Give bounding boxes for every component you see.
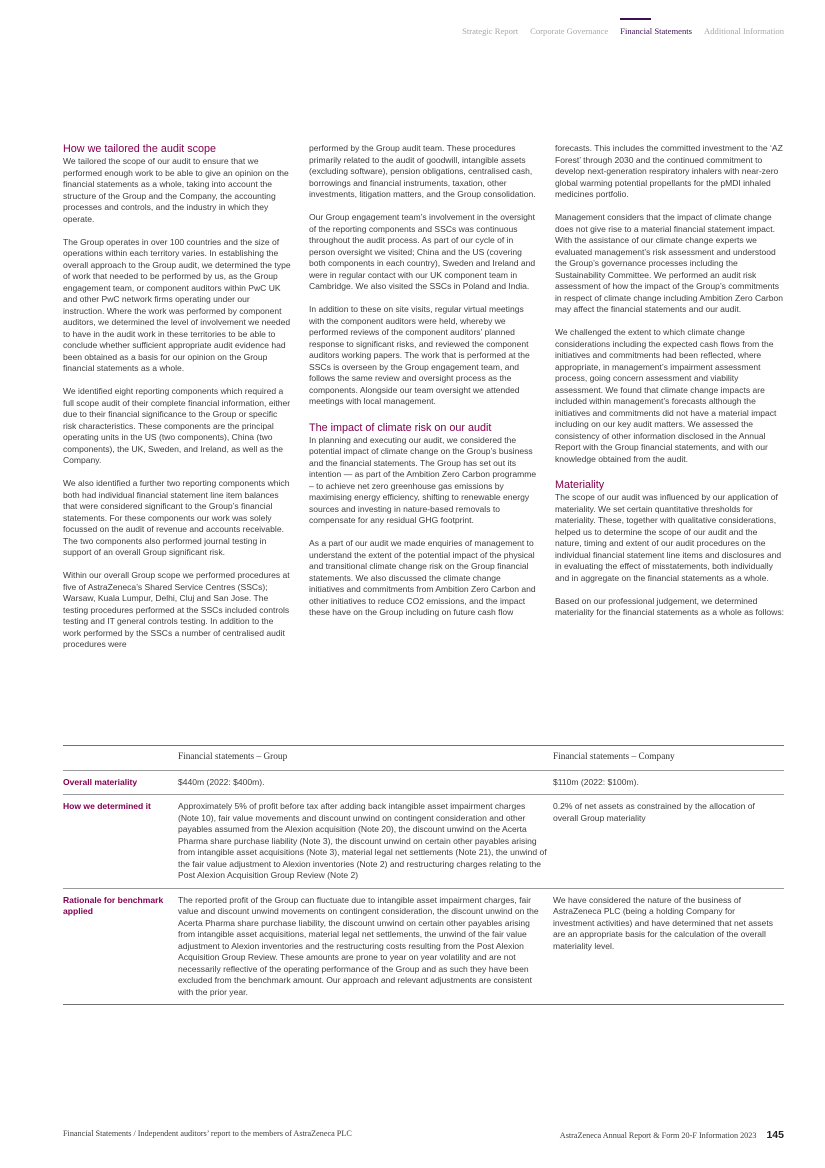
paragraph: Management considers that the impact of climate change does not give rise to a material financial statement impact. With the assistance of our climate change experts we evaluated management’s risk assessment and understood the Group’s governance processes including the Sustainability Committee. We performed an audit risk assessment of how the impact of the Group’s commitments in respect of climate change including Ambition Zero Carbon may affect the financial statements and our audit. bbox=[555, 212, 784, 314]
page-number: 145 bbox=[766, 1129, 784, 1141]
table-header-row bbox=[63, 746, 784, 771]
table-row bbox=[63, 888, 784, 1005]
table-cell: We have considered the nature of the business of AstraZeneca PLC (being a holding Company for investment activities) and have determined that net assets are an appropriate basis for the calculation of the overall materiality level. bbox=[553, 888, 784, 1005]
table-cell: $440m (2022: $400m). bbox=[178, 770, 553, 795]
column-3 bbox=[555, 143, 784, 651]
paragraph: We challenged the extent to which climate change considerations including the expected cash flows from the initiatives and commitments had been reflected, where appropriate, in management’s impairment assessment process, going concern assessment and viability assessment. We found that climate change impacts are included within management’s forecasts although the initiatives and commitments did not have a material impact including on our key audit matters. We assessed the consistency of other information disclosed in the Annual Report with the Group financial statements, and with our knowledge obtained from the audit. bbox=[555, 327, 777, 464]
paragraph: In addition to these on site visits, regular virtual meetings with the component auditors were held, whereby we performed reviews of the component auditors’ planned response to significant risks, and reviewed the component auditors working papers. The work that is performed at the SSCs is overseen by the Group engagement team, and follows the same review and oversight process as the components. Alongside our team oversight we attended meetings with local management. bbox=[309, 304, 530, 406]
column-1 bbox=[63, 143, 292, 651]
table-cell: The reported profit of the Group can fluctuate due to intangible asset impairment charges, fair value and discount unwind movements on contingent consideration, the discount unwind on the Acerta Pharma share purchase liability, the discount unwind on certain other payables arising from intangible asset acquisitions, material legal net settlements, the unwind of the fair value adjustment to Alexion inventories and the restructuring costs resulting from the Post Alexion Acquisition Group Review. These amounts are prone to year on year volatility and are not necessarily reflective of the operating performance of the Group and as such they have been excluded from the benchmark amount. Our approach and relevant adjustments are consistent with the prior year. bbox=[178, 888, 553, 1005]
footer-breadcrumb: Financial Statements / Independent auditors’ report to the members of AstraZeneca PLC bbox=[63, 1129, 352, 1138]
heading-climate-risk: The impact of climate risk on our audit bbox=[309, 421, 492, 434]
row-label: Overall materiality bbox=[63, 770, 178, 795]
nav-additional-information[interactable]: Additional Information bbox=[704, 26, 784, 36]
table-cell: 0.2% of net assets as constrained by the allocation of overall Group materiality bbox=[553, 795, 784, 889]
paragraph: We identified eight reporting components which required a full scope audit of their complete financial information, either due to their financial significance to the Group or specific risk characteristics. These components are the principal operating units in the US (two components), China (two components), the UK, Sweden, and Ireland, as well as the Company. bbox=[63, 386, 291, 465]
table-cell: $110m (2022: $100m). bbox=[553, 770, 784, 795]
row-label: Rationale for benchmark applied bbox=[63, 888, 178, 1005]
paragraph: We also identified a further two reporting components which both had individual financial statement line item balances that were considered significant to the Group’s financial statements. For these components our work was solely focussed on the audit of revenue and accounts receivable. The two components also performed journal testing in support of an overall Group significant risk. bbox=[63, 478, 290, 557]
row-label: How we determined it bbox=[63, 795, 178, 889]
body-columns bbox=[63, 143, 784, 651]
footer-report-info bbox=[560, 1129, 784, 1141]
nav-corporate-governance[interactable]: Corporate Governance bbox=[530, 26, 609, 36]
paragraph: As a part of our audit we made enquiries of management to understand the extent of the potential impact of the physical and transitional climate change risk on the Group financial statements. We also discussed the climate change initiatives and commitments from Ambition Zero Carbon and other initiatives to reduce CO2 emissions, and the impact these have on the Group including on future cash flow bbox=[309, 538, 536, 617]
table-cell: Approximately 5% of profit before tax after adding back intangible asset impairment charges (Note 10), fair value movements and discount unwind on contingent consideration and other payables assumed from the Alexion acquisition (Note 20), the discount unwind on the Acerta Pharma share purchase liability (Note 3), the discount unwind on certain other payables arising from intangible asset acquisitions (Note 3), material legal net settlements (Note 21), the unwind of the fair value adjustment to Alexion inventories (Note 2) and restructuring charges relating to the Post Alexion Acquisition Group Review (Note 2) bbox=[178, 795, 553, 889]
footer-report-title: AstraZeneca Annual Report & Form 20-F Information 2023 bbox=[559, 1131, 757, 1140]
paragraph: performed by the Group audit team. These procedures primarily related to the audit of goodwill, intangible assets (excluding software), pension obligations, centralised cash, borrowings and financial instruments, taxation, other investments, litigation matters, and the Group consolidation. bbox=[309, 143, 536, 199]
nav-financial-statements[interactable]: Financial Statements bbox=[620, 26, 693, 36]
paragraph: Within our overall Group scope we performed procedures at five of AstraZeneca’s Shared Service Centres (SSCs); Warsaw, Kuala Lumpur, Delhi, Cluj and San Jose. The testing procedures performed at the SSCs included controls testing and IT general controls testing. In addition to the work performed by the SSCs a number of centralised audit procedures were bbox=[63, 570, 290, 649]
heading-materiality: Materiality bbox=[555, 479, 605, 491]
paragraph: Our Group engagement team’s involvement in the oversight of the reporting components and SSCs was continuous throughout the audit process. As part of our cycle of in person oversight we visited; China and the US (covering both components in each country), Sweden and Ireland and were in regular contact with our UK component team in Cambridge. We also visited the SSCs in Poland and India. bbox=[309, 212, 536, 291]
paragraph: forecasts. This includes the committed investment to the ‘AZ Forest’ through 2030 and the continued commitment to develop next-generation respiratory inhalers with near-zero global warming potential propellants for the pMDI inhaled medicines portfolio. bbox=[555, 143, 783, 199]
paragraph: In planning and executing our audit, we considered the potential impact of climate change on the Group’s business and the financial statements. The Group has set out its intention — as part of the Ambition Zero Carbon programme – to achieve net zero greenhouse gas emissions by maximising energy efficiency, shifting to renewable energy sources and investing in nature-based removals to compensate for any residual GHG footprint. bbox=[309, 434, 537, 525]
materiality-table bbox=[63, 745, 784, 1005]
table-header: Financial statements – Company bbox=[553, 752, 675, 762]
table-row bbox=[63, 795, 784, 889]
column-2 bbox=[309, 143, 538, 651]
paragraph: We tailored the scope of our audit to ensure that we performed enough work to be able to give an opinion on the financial statements as a whole, taking into account the structure of the Group and the Company, the accounting processes and controls, and the industry in which they operate. bbox=[63, 156, 289, 224]
table-header bbox=[63, 746, 178, 771]
paragraph: Based on our professional judgement, we determined materiality for the financial statements as a whole as follows: bbox=[555, 595, 784, 617]
heading-audit-scope: How we tailored the audit scope bbox=[63, 143, 217, 155]
table-header: Financial statements – Group bbox=[178, 752, 288, 762]
section-navigation bbox=[462, 26, 784, 36]
paragraph: The scope of our audit was influenced by our application of materiality. We set certain quantitative thresholds for materiality. These, together with qualitative considerations, helped us to determine the scope of our audit and the nature, timing and extent of our audit procedures on the individual financial statement line items and disclosures and in evaluating the effect of misstatements, both individually and in aggregate on the financial statements as a whole. bbox=[555, 492, 782, 583]
paragraph: The Group operates in over 100 countries and the size of operations within each territory varies. In establishing the overall approach to the Group audit, we determined the type of work that needed to be performed by us, as the Group engagement team, or component auditors within PwC UK and other PwC network firms operating under our instruction. Where the work was performed by component auditors, we determined the level of involvement we needed to have in the audit work in these territories to be able to conclude whether sufficient appropriate audit evidence had been obtained as a basis for our opinion on the Group financial statements as a whole. bbox=[63, 236, 291, 373]
table-row bbox=[63, 770, 784, 795]
nav-strategic-report[interactable]: Strategic Report bbox=[462, 26, 519, 36]
